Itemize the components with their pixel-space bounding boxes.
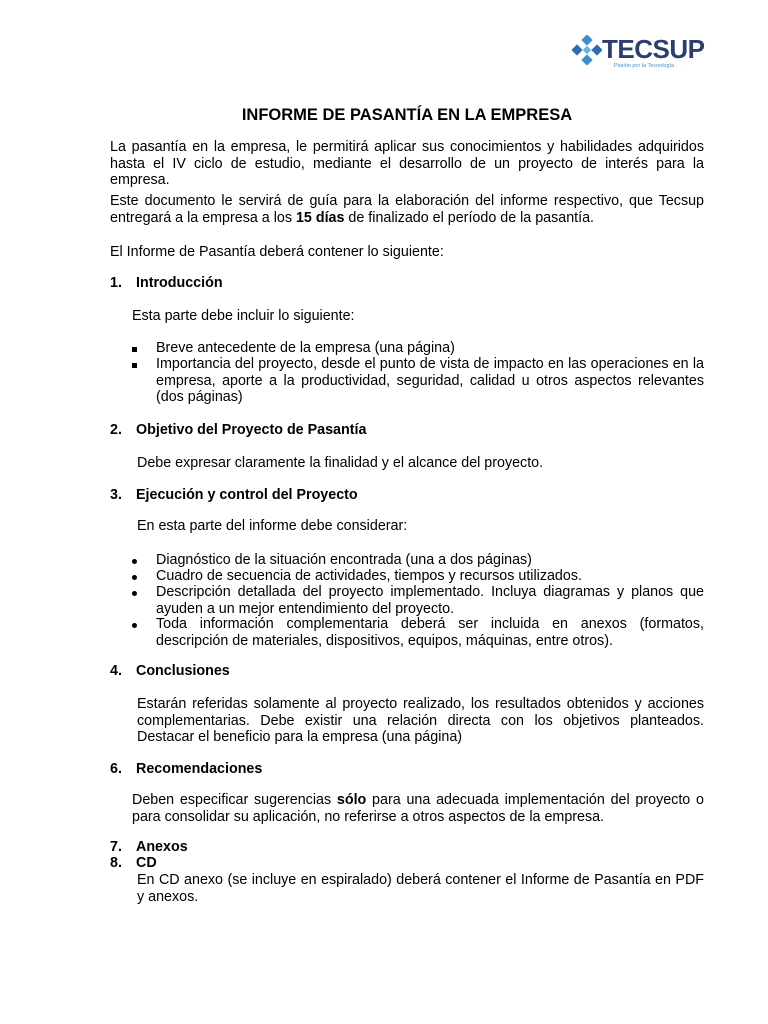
list-item-text: Toda información complementaria deberá ser incluida en anexos (formatos, descripción de materiales, dispositivos, equipos, máquinas, entre otros). [156,616,704,649]
section-heading-objetivo [110,422,366,439]
section-number: 4. [110,663,122,679]
list-item [134,616,704,649]
document-title: INFORME DE PASANTÍA EN LA EMPRESA [241,106,573,124]
list-item [134,584,704,617]
section-title: Conclusiones [136,663,230,679]
intro-paragraph-1 [110,139,704,189]
intro-p1-line: empresa. [110,172,170,188]
section-text [132,792,704,825]
section-title: Objetivo del Proyecto de Pasantía [136,422,367,438]
intro-paragraph-2 [110,193,704,226]
logo-wordmark: TECSUP [602,34,705,64]
list-item-text: Breve antecedente de la empresa (una página) [156,340,455,356]
list-item-text: Cuadro de secuencia de actividades, tiempos y recursos utilizados. [156,568,582,584]
section-text-part: Deben especificar sugerencias [132,792,337,808]
round-bullet-icon [132,616,146,633]
section-number: 3. [110,487,122,503]
section-title: Recomendaciones [136,761,263,777]
square-bullet-icon [132,356,146,373]
section-text: Debe expresar claramente la finalidad y el alcance del proyecto. [137,455,544,471]
section-text: Estarán referidas solamente al proyecto realizado, los resultados obtenidos y acciones complementarias. Debe existir una relación directa con los objetivos planteados. Destacar el beneficio para la empresa (una página) [137,696,704,745]
list-item-text: Descripción detallada del proyecto implementado. Incluya diagramas y planos que ayuden a un mejor entendimiento del proyecto. [156,584,704,617]
section-lead: En esta parte del informe debe considerar: [137,518,408,534]
tecsup-logo-mark-icon [572,35,602,65]
section-heading-introduccion [110,275,223,292]
tecsup-logo [570,30,710,72]
intro-p2-text: de finalizado el período de la pasantía. [344,209,595,226]
intro-p2-bold: 15 días [295,209,345,226]
section-title: CD [136,855,157,871]
section-title: Ejecución y control del Proyecto [136,487,358,503]
square-bullet-icon [132,340,146,357]
section-title: Introducción [136,275,223,291]
section-heading-ejecucion [110,487,358,504]
section-text-part: para una adecuada implementación del proyecto o para consolidar su aplicación, no referirse a otros aspectos de la empresa. [132,792,704,825]
list-item-text: Diagnóstico de la situación encontrada (una a dos páginas) [156,552,532,568]
section-lead: Esta parte debe incluir lo siguiente: [132,308,355,324]
round-bullet-icon [132,552,146,569]
round-bullet-icon [132,584,146,601]
section-number: 7. [110,839,122,855]
list-item [134,356,704,406]
section-heading-recomendaciones [110,761,262,778]
intro-paragraph-3: El Informe de Pasantía deberá contener lo siguiente: [110,244,444,260]
intro-p2-line: Este documento le servirá de guía para la elaboración del informe respectivo, que Tecsup [110,193,704,209]
section-heading-cd [110,855,157,872]
section-number: 8. [110,855,122,871]
section-heading-conclusiones [110,663,230,680]
intro-p1-line: La pasantía en la empresa, le permitirá aplicar sus conocimientos y habilidades adquiridos [110,139,704,155]
round-bullet-icon [132,568,146,585]
intro-p2-line [110,210,704,227]
intro-p1-line: hasta el IV ciclo de estudio, mediante el desarrollo de un proyecto de interés para la [110,155,704,172]
section-text: En CD anexo (se incluye en espiralado) deberá contener el Informe de Pasantía en PDF y anexos. [137,872,704,905]
intro-p2-text: entregará a la empresa a los [110,209,296,226]
list-item [134,340,704,357]
section-heading-anexos [110,839,188,856]
list-item [134,568,704,585]
list-item-text: Importancia del proyecto, desde el punto de vista de impacto en las operaciones en la empresa, aporte a la productividad, seguridad, calidad u otros aspectos relevantes (dos páginas) [156,356,704,405]
section-number: 1. [110,275,122,291]
list-item [134,552,704,569]
section-number: 6. [110,761,122,777]
section-number: 2. [110,422,122,438]
logo-tagline: Pasión por la Tecnología [614,63,675,69]
section-title: Anexos [136,839,188,855]
section-text-bold: sólo [336,792,367,808]
